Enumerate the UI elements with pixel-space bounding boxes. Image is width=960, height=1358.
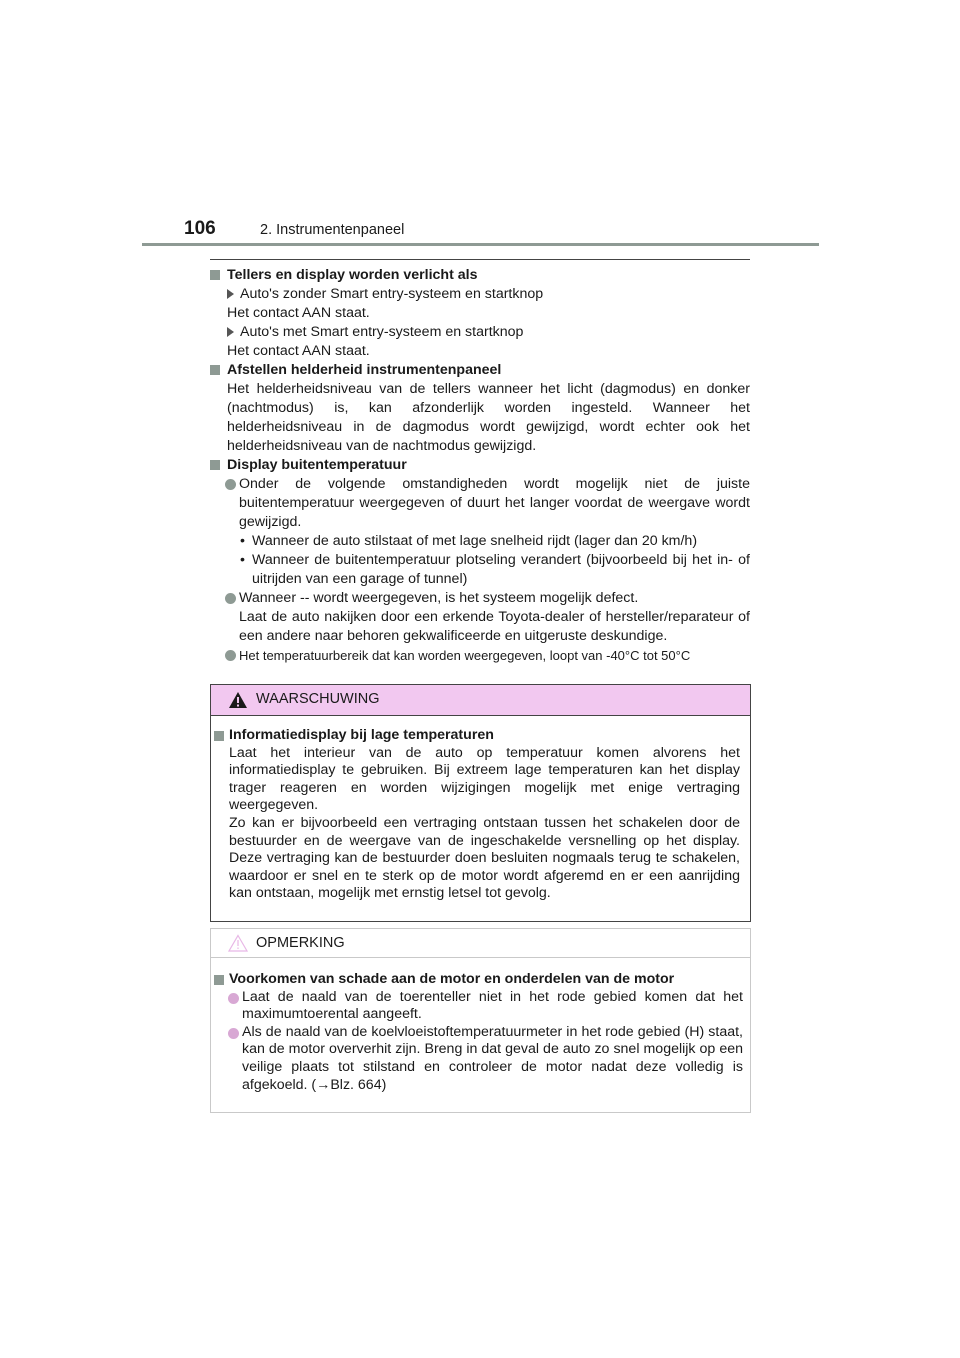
dot-bullet-icon: • [240, 552, 245, 568]
list-item: • Wanneer de auto stilstaat of met lage snelheid rijdt (lager dan 20 km/h) [240, 533, 698, 549]
circle-bullet-icon [225, 593, 236, 604]
triangle-arrow-icon [227, 327, 234, 337]
caution-triangle-icon [228, 934, 248, 952]
warning-text: Laat het interieur van de auto op temperatuur komen alvorens het informatiedisplay te gebruiken. Bij extreem lage temperaturen kan het display trager reageren en worden wijzigingen mogelijk met enige vertraging weergegeven. [229, 744, 740, 814]
square-bullet-icon [210, 460, 220, 470]
warning-triangle-icon [228, 691, 248, 709]
body-text: Het contact AAN staat. [227, 305, 370, 321]
page-number: 106 [184, 218, 216, 239]
section-heading: Display buitentemperatuur [210, 456, 750, 475]
circle-bullet-icon [228, 1028, 239, 1039]
list-item: Auto's zonder Smart entry-systeem en startknop [210, 285, 750, 304]
warning-body [211, 727, 750, 903]
section-title: 2. Instrumentenpaneel [260, 222, 405, 238]
note-label: OPMERKING [256, 935, 345, 951]
triangle-arrow-icon [227, 289, 234, 299]
warning-box [210, 684, 751, 922]
section-heading: Tellers en display worden verlicht als [210, 266, 750, 285]
list-item: • Wanneer de buitentemperatuur plotseling verandert (bijvoorbeeld bij het in- of uitrijden van een garage of tunnel) [240, 552, 750, 587]
square-bullet-icon [214, 731, 224, 741]
note-body [211, 971, 750, 1094]
note-header [211, 929, 750, 958]
square-bullet-icon [210, 365, 220, 375]
circle-bullet-icon [228, 993, 239, 1004]
warning-header [211, 685, 750, 716]
header-rule [142, 243, 819, 246]
page-header [0, 0, 960, 250]
list-item: Auto's met Smart entry-systeem en startknop [210, 323, 750, 342]
note-heading: Voorkomen van schade aan de motor en onderdelen van de motor [211, 971, 750, 989]
list-item: Laat de naald van de toerenteller niet in het rode gebied komen dat het maximumtoerental aangeeft. [211, 989, 750, 1024]
content-top-rule [210, 259, 750, 260]
circle-bullet-icon [225, 479, 236, 490]
square-bullet-icon [210, 270, 220, 280]
list-item: Als de naald van de koelvloeistoftemperatuurmeter in het rode gebied (H) staat, kan de motor oververhit zijn. Breng in dat geval de auto zo snel mogelijk op een veilige plaats tot stilstand en controleer de motor nadat deze volledig is afgekoeld. (→Blz. 664) [211, 1024, 750, 1094]
body-text: Laat de auto nakijken door een erkende Toyota-dealer of hersteller/reparateur of een andere naar behoren gekwalificeerde en uitgeruste deskundige. [239, 609, 750, 644]
note-box [210, 928, 751, 1113]
main-content [210, 266, 750, 665]
warning-heading: Informatiedisplay bij lage temperaturen [211, 727, 750, 745]
dot-bullet-icon: • [240, 533, 245, 549]
circle-bullet-icon [225, 650, 236, 661]
list-item: Het temperatuurbereik dat kan worden weergegeven, loopt van -40°C tot 50°C [210, 646, 750, 665]
list-item: Onder de volgende omstandigheden wordt mogelijk niet de juiste buitentemperatuur weergegeven of duurt het langer voordat de weergave wordt gewijzigd. [210, 475, 750, 532]
list-item: Wanneer -- wordt weergegeven, is het systeem mogelijk defect. [210, 589, 750, 608]
body-text: Het contact AAN staat. [227, 343, 370, 359]
warning-label: WAARSCHUWING [256, 691, 380, 707]
warning-text: Zo kan er bijvoorbeeld een vertraging ontstaan tussen het schakelen door de bestuurder en de weergave van de ingeschakelde versnelling op het display. Deze vertraging kan de bestuurder doen besluiten nogmaals terug te schakelen, waardoor er snel en te sterk op de motor wordt afgeremd en er een aanrijding kan ontstaan, mogelijk met ernstig letsel tot gevolg. [229, 814, 740, 902]
section-heading: Afstellen helderheid instrumentenpaneel [210, 361, 750, 380]
body-text: Het helderheidsniveau van de tellers wanneer het licht (dagmodus) en donker (nachtmodus) is, kan afzonderlijk worden ingesteld. Wanneer het helderheidsniveau in de dagmodus wordt gewijzigd, wordt echter ook het helderheidsniveau van de nachtmodus gewijzigd. [227, 381, 750, 454]
square-bullet-icon [214, 975, 224, 985]
